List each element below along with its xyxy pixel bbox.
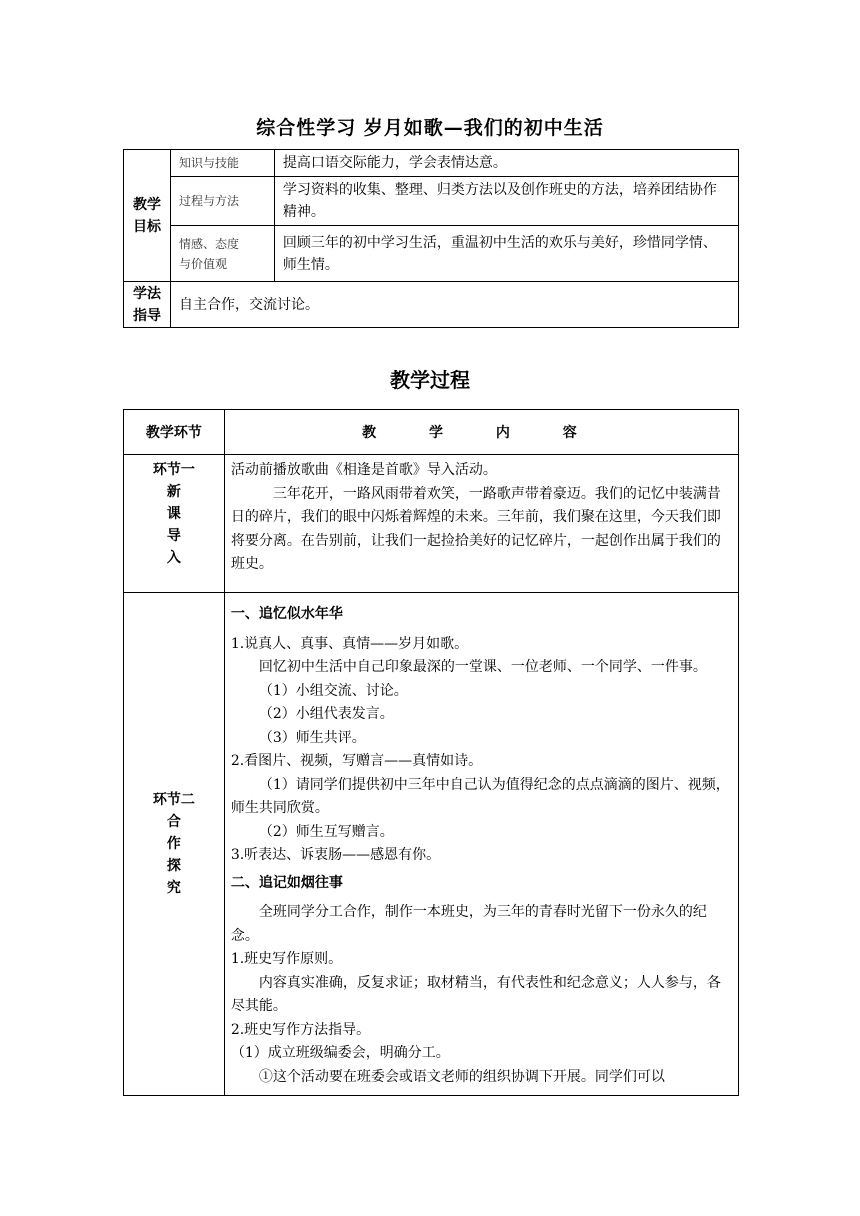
content-line: （1）小组交流、讨论。	[258, 682, 408, 699]
objectives-label-text: 教学目标	[132, 196, 161, 235]
content-line: （1）请同学们提供初中三年中自己认为值得纪念的点点滴滴的图片、视频，师生共同欣赏。	[230, 776, 730, 816]
stage-row	[124, 455, 739, 593]
content-line: 内容真实准确，反复求证；取材精当，有代表性和纪念意义；人人参与，各尽其能。	[230, 974, 721, 1014]
stage2-label-char: 合	[166, 814, 181, 830]
stage1-label-line: 环节一	[152, 462, 195, 478]
process-table	[123, 409, 739, 1096]
objectives-label	[124, 150, 171, 282]
stage2-label-char: 探	[166, 858, 181, 874]
document-title: 综合性学习 岁月如歌—我们的初中生活	[256, 117, 604, 139]
stage1-label	[124, 455, 225, 593]
content-line: 3.听表达、诉衷肠——感恩有你。	[230, 847, 441, 863]
stage-row	[124, 593, 739, 1096]
content-line: （1）成立班级编委会，明确分工。	[230, 1045, 450, 1061]
content-line: 回忆初中生活中自己印象最深的一堂课、一位老师、一个同学、一件事。	[258, 659, 707, 675]
stage2-label-char: 作	[166, 836, 181, 852]
col-header-stage: 教学环节	[124, 410, 225, 455]
content-line: （2）小组代表发言。	[258, 706, 394, 722]
content-line: ①这个活动要在班委会或语文老师的组织协调下开展。同学们可以	[258, 1068, 665, 1085]
method-row	[124, 282, 739, 328]
method-label	[124, 282, 171, 328]
stage2-label-line: 环节二	[152, 792, 195, 808]
stage1-label-char: 入	[166, 550, 181, 566]
objective-text: 回顾三年的初中学习生活，重温初中生活的欢乐与美好，珍惜同学情、师生情。	[274, 226, 738, 282]
objective-category: 知识与技能	[170, 150, 274, 177]
stage2-content	[224, 593, 738, 1096]
content-line: 2.看图片、视频，写赠言——真情如诗。	[230, 753, 483, 769]
content-line: 1.班史写作原则。	[230, 951, 343, 967]
col-header-content: 教 学 内 容	[224, 410, 738, 455]
content-line: （3）师生共评。	[258, 729, 366, 746]
content-line: 1.说真人、真事、真情——岁月如歌。	[230, 635, 469, 652]
objective-category-text: 情感、态度与价值观	[178, 236, 239, 271]
stage1-label-char: 导	[166, 528, 181, 544]
section-heading: 一、追忆似水年华	[230, 606, 343, 622]
process-title: 教学过程	[390, 368, 470, 392]
method-text: 自主合作，交流讨论。	[170, 282, 738, 328]
stage2-label-char: 究	[166, 880, 181, 896]
objectives-table	[123, 149, 739, 328]
method-label-text: 学法指导	[132, 285, 161, 324]
stage2-label	[124, 593, 225, 1096]
objective-category	[170, 226, 274, 282]
content-line: （2）师生互写赠言。	[258, 823, 394, 840]
content-line: 全班同学分工合作，制作一本班史，为三年的青春时光留下一份永久的纪念。	[230, 904, 707, 944]
objective-category: 过程与方法	[170, 177, 274, 226]
process-header-row	[124, 410, 739, 455]
stage1-label-char: 新	[166, 484, 181, 500]
objective-row	[124, 226, 739, 282]
objective-text: 提高口语交际能力，学会表情达意。	[274, 150, 738, 177]
section-heading: 二、追记如烟往事	[230, 874, 343, 891]
objective-row	[124, 177, 739, 226]
stage1-content	[224, 455, 738, 593]
stage1-intro: 活动前播放歌曲《相逢是首歌》导入活动。	[230, 462, 497, 478]
objective-row	[124, 150, 739, 177]
objective-text: 学习资料的收集、整理、归类方法以及创作班史的方法，培养团结协作精神。	[274, 177, 738, 226]
content-line: 2.班史写作方法指导。	[230, 1021, 371, 1038]
stage1-paragraph: 三年花开，一路风雨带着欢笑，一路歌声带着豪迈。我们的记忆中装满昔日的碎片，我们的眼中闪烁着辉煌的未来。三年前，我们聚在这里，今天我们即将要分离。在告别前，让我们一起捡拾美好的记忆碎片，一起创作出属于我们的班史。	[230, 485, 721, 572]
stage1-label-char: 课	[166, 506, 181, 522]
